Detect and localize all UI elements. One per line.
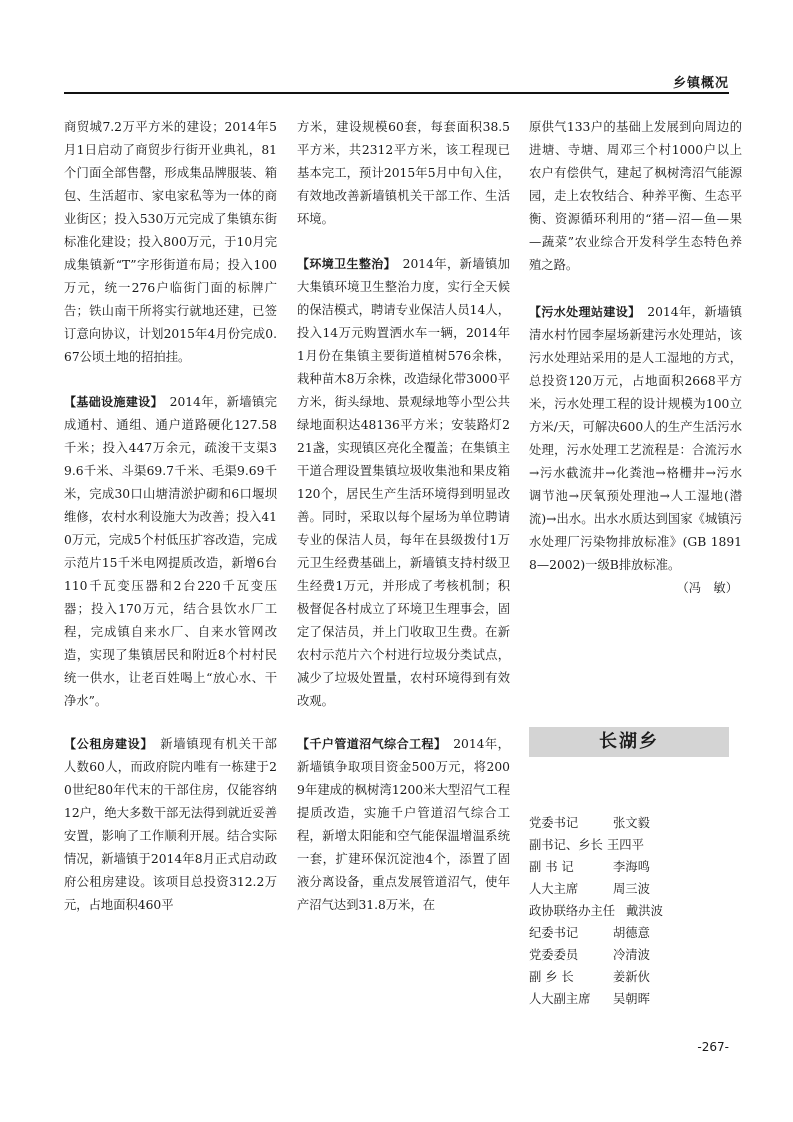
- official-role: 副书记、乡长: [529, 838, 603, 852]
- paragraph-intro: 商贸城7.2万平方米的建设；2014年5月1日启动了商贸步行街开业典礼，81个门面全部售罄，形成集品牌服装、箱包、生活超市、家电家私等为一体的商业街区；投入530万元完成了集镇东街标准化建设；投入800万元，于10月完成集镇新“T”字形街道布局；投入100万元，统一276户临街门面的标牌广告；铁山南干所将实行就地还建，已签订意向协议，计划2015年4月份完成0.67公顷土地的招拍挂。: [64, 120, 277, 364]
- official-role: 政协联络办主任: [529, 904, 616, 918]
- official-name: 王四平: [607, 838, 644, 852]
- official-name: 胡德意: [613, 926, 650, 940]
- paragraph-housing-continued: 方米，建设规模60套，每套面积38.5平方米，共2312平方米，该工程现已基本完工，预计2015年5月中旬入住，有效地改善新墙镇机关干部工作、生活环境。: [297, 120, 510, 226]
- official-row: [529, 988, 739, 1010]
- text-environment: 2014年，新墙镇加大集镇环境卫生整治力度，实行全天候的保洁模式，聘请专业保洁人员14人，投入14万元购置洒水车一辆，2014年1月份在集镇主要街道植树576余株，栽种苗木8万余株，改造绿化带3000平方米，街头绿地、景观绿地等小型公共绿地面积达48136平方米；安装路灯221盏，实现镇区亮化全覆盖；在集镇主干道合理设置集镇垃圾收集池和果皮箱120个，居民生产生活环境得到明显改善。同时，采取以每个屋场为单位聘请专业的保洁人员，每年在县级拨付1万元卫生经费基础上，新墙镇支持村级卫生经费1万元，并形成了考核机制；积极督促各村成立了环境卫生理事会，固定了保洁员，并上门收取卫生费。在新农村示范片六个村进行垃圾分类试点，减少了垃圾处置量，农村环境得到有效改观。: [297, 257, 510, 708]
- official-name: 戴洪波: [626, 904, 663, 918]
- text-sewage: 2014年，新墙镇清水村竹园李屋场新建污水处理站，该污水处理站采用的是人工湿地的方式，总投资120万元，占地面积2668平方米，污水处理工程的设计规模为100立方米/天，可解决600人的生产生活污水处理，污水处理工艺流程是：合流污水→污水截流井→化粪池→格栅井→污水调节池→厌氧预处理池→人工湿地(潜流)→出水。出水水质达到国家《城镇污水处理厂污染物排放标准》(GB 18918—2002)一级B排放标准。: [529, 305, 742, 572]
- official-role: 副 书 记: [529, 860, 574, 874]
- author-credit: （冯 敏）: [676, 581, 738, 595]
- official-role: 党委书记: [529, 816, 579, 830]
- section-header-title: 乡镇概况: [672, 76, 729, 91]
- official-name: 周三波: [613, 882, 650, 896]
- official-row: [529, 812, 739, 834]
- official-role: 纪委书记: [529, 926, 579, 940]
- text-biogas: 2014年，新墙镇争取项目资金500万元，将2009年建成的枫树湾1200米大型沼气工程提质改造，实施千户管道沼气综合工程，新增太阳能和空气能保温增温系统一套，扩建环保沉淀池4个，添置了固液分离设备，重点发展管道沼气，使年产沼气达到31.8万米，在: [297, 737, 510, 912]
- text-column-1: [64, 116, 277, 917]
- official-name: 李海鸣: [613, 860, 650, 874]
- paragraph-infrastructure: [64, 391, 277, 713]
- heading-environment: 【环境卫生整治】: [297, 257, 390, 271]
- township-title: 长湖乡: [529, 727, 729, 757]
- heading-sewage: 【污水处理站建设】: [529, 305, 635, 319]
- paragraph-biogas: [297, 733, 510, 917]
- text-infrastructure: 2014年，新墙镇完成通村、通组、通户道路硬化127.58千米；投入447万余元，疏浚干支渠39.6千米、斗渠69.7千米、毛渠9.69千米，完成30口山塘清淤护砌和6口堰坝维修，农村水利设施大为改善；投入410万元，完成5个村低压扩容改造，完成示范片15千米电网提质改造，新增6台110千瓦变压器和2台220千瓦变压器；投入170万元，结合县饮水厂工程，完成镇自来水厂、自来水管网改造，实现了集镇居民和附近8个村村民统一供水，让老百姓喝上“放心水、干净水”。: [64, 395, 277, 708]
- text-public-housing: 新墙镇现有机关干部人数60人，而政府院内唯有一栋建于20世纪80年代末的干部住房，仅能容纳12户，绝大多数干部无法得到就近妥善安置，影响了工作顺利开展。结合实际情况，新墙镇于2014年8月正式启动政府公租房建设。该项目总投资312.2万元，占地面积460平: [64, 737, 277, 912]
- paragraph-public-housing: [64, 733, 277, 917]
- page-number: -267-: [697, 1040, 729, 1054]
- official-row: [529, 966, 739, 988]
- official-name: 张文毅: [613, 816, 650, 830]
- official-name: 冷清波: [613, 948, 650, 962]
- heading-public-housing: 【公租房建设】: [64, 737, 148, 751]
- official-role: 副 乡 长: [529, 970, 574, 984]
- official-role: 人大主席: [529, 882, 579, 896]
- officials-list: [529, 812, 739, 1010]
- official-row: [529, 878, 739, 900]
- official-row: [529, 944, 739, 966]
- official-role: 人大副主席: [529, 992, 591, 1006]
- heading-biogas: 【千户管道沼气综合工程】: [297, 737, 441, 751]
- paragraph-environment: [297, 253, 510, 713]
- official-row: [529, 922, 739, 944]
- official-name: 姜新伙: [613, 970, 650, 984]
- text-column-3: [529, 116, 742, 600]
- official-row: [529, 856, 739, 878]
- official-row: [529, 834, 739, 856]
- paragraph-sewage: [529, 301, 742, 577]
- heading-infrastructure: 【基础设施建设】: [64, 395, 157, 409]
- paragraph-biogas-continued: 原供气133户的基础上发展到向周边的进塘、寺塘、周邓三个村1000户以上农户有偿供气，建起了枫树湾沼气能源园，走上农牧结合、种养平衡、生态平衡、资源循环利用的“猪—沼—鱼—果—蔬菜”农业综合开发科学生态特色养殖之路。: [529, 120, 742, 272]
- official-role: 党委委员: [529, 948, 579, 962]
- header-rule: [64, 92, 729, 94]
- text-column-2: [297, 116, 510, 917]
- official-name: 吴朝晖: [613, 992, 650, 1006]
- official-row: [529, 900, 739, 922]
